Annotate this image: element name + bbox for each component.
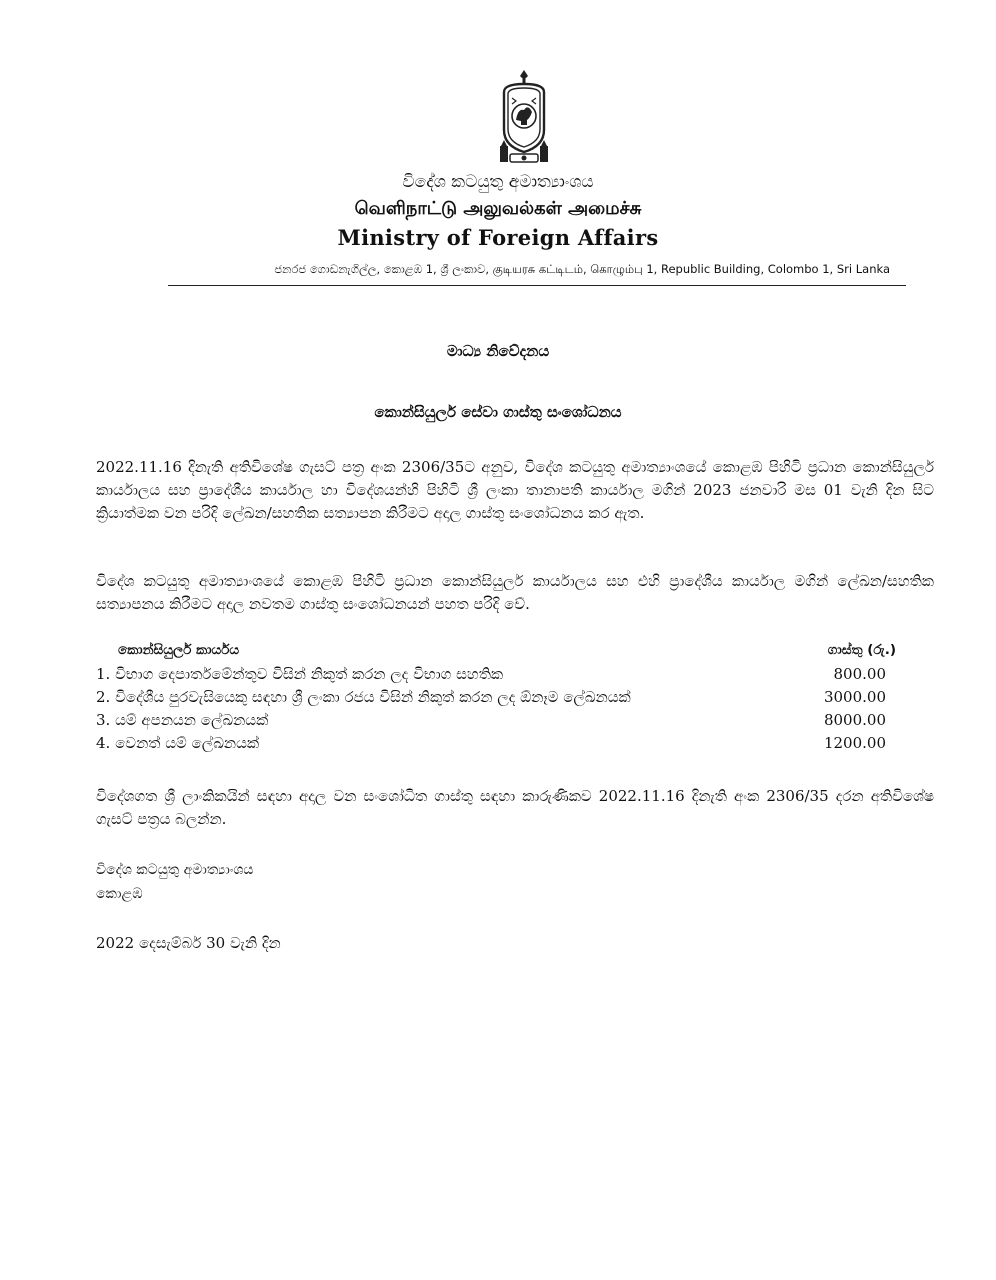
paragraph-overseas-note: විදේශගත ශ්‍රී ලාංකිකයින් සඳහා අදාල වන සංශෝධිත ගාස්තු සඳහා කාරුණිකව 2022.11.16 දිනැති අංක 2306/35 දරන අතිවිශේෂ ගැසට් පත්‍රය බලන්න. <box>96 787 934 828</box>
paragraph-intro: 2022.11.16 දිනැති අතිවිශේෂ ගැසට් පත්‍ර අංක 2306/35ට අනුව, විදේශ කටයුතු අමාත්‍යාංශයේ කොළඹ පිහිටි ප්‍රධාන කොන්සියුලර් කාර්යාලය සහ ප්‍රාදේශීය කාර්යාල හා විදේශයන්හි පිහිටි ශ්‍රී ලංකා තානාපති කාර්යාල මගින් 2023 ජනවාරි මස 01 වැනි දින සිට ක්‍රියාත්මක වන පරිදි ලේඛන/සහතික සත්‍යාපන කිරීමට අදාල ගාස්තු සංශෝධනය කර ඇත. <box>96 458 934 522</box>
signature-ministry: විදේශ කටයුතු අමාත්‍යාංශය <box>96 862 254 878</box>
service-item: 3. යම් අපනයන ලේඛනයක් <box>96 711 269 729</box>
ministry-address: ජනරජ ගොඩනැගිල්ල, කොළඹ 1, ශ්‍රී ලංකාව, குடியரசு கட்டிடம், கொழும்பு 1, Republic Building, Colombo 1, Sri Lanka <box>274 262 890 276</box>
ministry-name-sinhala: විදේශ කටයුතු අමාත්‍යාංශය <box>402 172 594 192</box>
document-date: 2022 දෙසැම්බර් 30 වැනි දින <box>96 934 281 952</box>
paragraph-fee-revision: විදේශ කටයුතු අමාත්‍යාංශයේ කොළඹ පිහිටි ප්‍රධාන කොන්සියුලර් කාර්යාලය සහ එහි ප්‍රාදේශීය කාර්යාල මගින් ලේඛන/සහතික සත්‍යාපනය කිරීමට අදාල නවතම ගාස්තු සංශෝධනයන් පහත පරිදි වේ. <box>96 572 934 613</box>
ministry-name-english: Ministry of Foreign Affairs <box>337 225 659 250</box>
fee-value: 1200.00 <box>823 734 886 752</box>
service-item: 1. විභාග දෙපාර්තමේන්තුව විසින් නිකුත් කරන ලද විභාග සහතික <box>96 665 504 683</box>
fee-value: 800.00 <box>833 665 886 683</box>
signature-location: කොළඹ <box>96 886 143 902</box>
table-row <box>96 665 896 688</box>
fee-value: 8000.00 <box>823 711 886 729</box>
column-header-service: කොන්සියුලර් කාර්යය <box>118 642 240 658</box>
fee-value: 3000.00 <box>823 688 886 706</box>
sri-lanka-emblem-icon <box>494 68 554 166</box>
table-row <box>96 711 896 734</box>
ministry-name-tamil: வெளிநாட்டு அலுவல்கள் அமைச்சு <box>354 198 642 219</box>
table-row <box>96 688 896 711</box>
fee-table <box>96 642 896 757</box>
column-header-fee: ගාස්තු (රු.) <box>827 642 896 658</box>
fee-table-header <box>96 642 896 665</box>
document-subtitle: කොන්සියුලර් සේවා ගාස්තු සංශෝධනය <box>374 403 622 421</box>
header-divider <box>168 285 906 286</box>
document-title: මාධ්‍ය නිවේදනය <box>446 342 550 360</box>
service-item: 2. විදේශීය පුරවැසියෙකු සඳහා ශ්‍රී ලංකා රජය විසින් නිකුත් කරන ලද ඕනෑම ලේඛනයක් <box>96 688 631 706</box>
table-row <box>96 734 896 757</box>
service-item: 4. වෙනත් යම් ලේඛනයක් <box>96 734 260 752</box>
